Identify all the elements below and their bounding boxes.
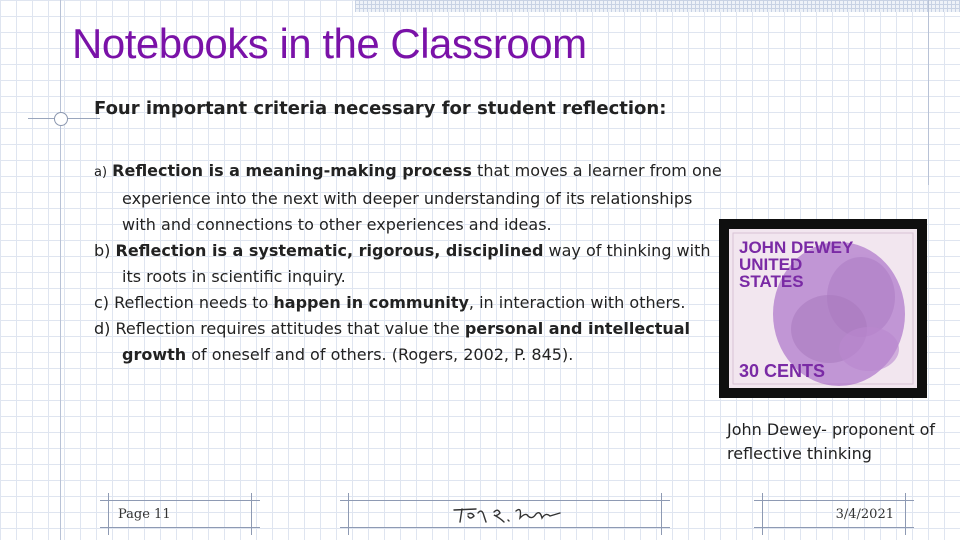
criteria-heading: Four important criteria necessary for student reflection: xyxy=(94,98,667,119)
criterion-emphasis: happen in community xyxy=(273,293,469,312)
footer-signature-box xyxy=(340,500,670,528)
footer-page-box xyxy=(100,500,260,528)
stamp-country-text-1: UNITED xyxy=(739,255,803,274)
top-decorative-band xyxy=(355,0,960,12)
criterion-c xyxy=(94,290,724,316)
criterion-emphasis: Reflection is a meaning-making process xyxy=(112,161,472,180)
left-vertical-rule xyxy=(60,0,61,540)
john-dewey-stamp-image xyxy=(719,219,927,398)
slide-title: Notebooks in the Classroom xyxy=(72,20,587,67)
criterion-text: Reflection requires attitudes that value the xyxy=(115,319,465,338)
criterion-text: way of thinking with its roots in scientific inquiry. xyxy=(122,241,711,286)
stamp-country-text-2: STATES xyxy=(739,272,804,291)
page-number: Page 11 xyxy=(118,507,171,522)
stamp-value-text: 30 CENTS xyxy=(739,361,826,381)
criterion-d xyxy=(94,316,724,368)
criterion-letter: b) xyxy=(94,241,111,260)
criterion-letter: c) xyxy=(94,293,110,312)
criterion-emphasis: personal and intellectual growth xyxy=(122,319,691,364)
criterion-letter: d) xyxy=(94,319,111,338)
criterion-text: , in interaction with others. xyxy=(468,293,686,312)
criterion-letter: a) xyxy=(94,165,108,180)
right-vertical-rule xyxy=(928,0,929,185)
criterion-emphasis: Reflection is a systematic, rigorous, disciplined xyxy=(115,241,544,260)
criterion-text: that moves a learner from one experience into the next with deeper understanding of its relationships with and connections to other experiences and ideas. xyxy=(122,161,722,234)
criterion-text: of oneself and of others. (Rogers, 2002, P. 845). xyxy=(186,345,574,364)
criterion-a xyxy=(94,158,724,238)
stamp-caption: John Dewey- proponent of reflective thinking xyxy=(727,420,936,463)
stamp-illustration xyxy=(719,219,927,398)
criterion-text: Reflection needs to xyxy=(114,293,274,312)
rule-circle-ornament xyxy=(54,112,68,126)
slide-date: 3/4/2021 xyxy=(835,507,894,522)
footer-date-box xyxy=(754,500,914,528)
stamp-name-text: JOHN DEWEY xyxy=(739,238,854,257)
handwritten-signature xyxy=(450,504,570,526)
criterion-b xyxy=(94,238,724,290)
criteria-list xyxy=(94,158,724,368)
